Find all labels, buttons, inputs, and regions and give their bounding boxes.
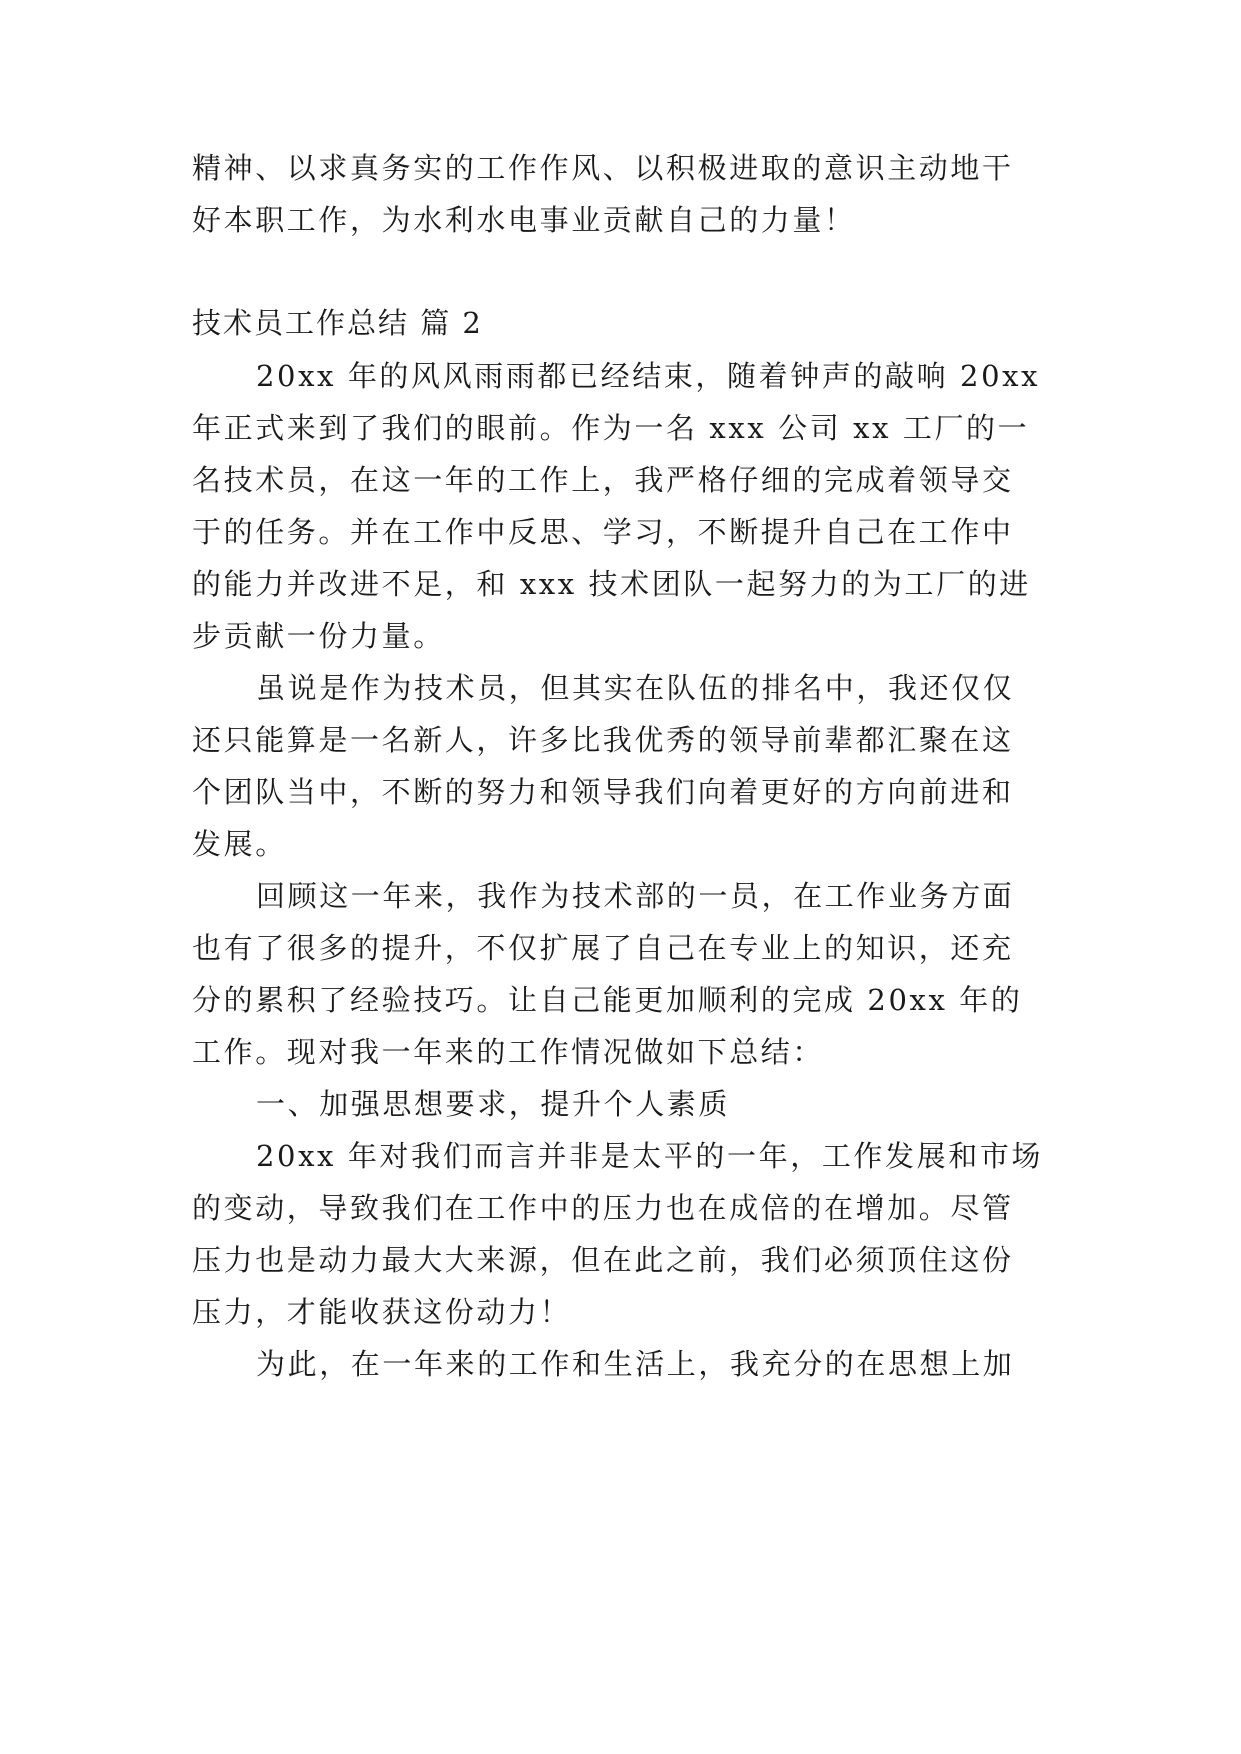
paragraph-line: 虽说是作为技术员，但其实在队伍的排名中，我还仅仅 <box>256 671 1015 705</box>
section-heading: 技术员工作总结 篇 2 <box>192 306 483 340</box>
paragraph-line: 20xx 年的风风雨雨都已经结束，随着钟声的敲响 20xx <box>256 359 1041 393</box>
paragraph-line: 步贡献一份力量。 <box>192 619 445 653</box>
paragraph-line: 精神、以求真务实的工作作风、以积极进取的意识主动地干 <box>192 151 1014 185</box>
paragraph-line: 为此，在一年来的工作和生活上，我充分的在思想上加 <box>256 1347 1015 1381</box>
paragraph-line: 好本职工作，为水利水电事业贡献自己的力量！ <box>192 203 856 237</box>
paragraph-line: 个团队当中，不断的努力和领导我们向着更好的方向前进和 <box>192 775 1014 809</box>
paragraph-line: 发展。 <box>192 827 287 861</box>
paragraph-line: 的变动，导致我们在工作中的压力也在成倍的在增加。尽管 <box>192 1191 1014 1225</box>
paragraph-line: 于的任务。并在工作中反思、学习，不断提升自己在工作中 <box>192 515 1014 549</box>
paragraph-line: 分的累积了经验技巧。让自己能更加顺利的完成 20xx 年的 <box>192 983 1023 1017</box>
paragraph-line: 年正式来到了我们的眼前。作为一名 xxx 公司 xx 工厂的一 <box>192 411 1030 445</box>
paragraph-line: 名技术员，在这一年的工作上，我严格仔细的完成着领导交 <box>192 463 1014 497</box>
paragraph-line: 压力，才能收获这份动力！ <box>192 1295 572 1329</box>
paragraph-line: 还只能算是一名新人，许多比我优秀的领导前辈都汇聚在这 <box>192 723 1014 757</box>
paragraph-line: 工作。现对我一年来的工作情况做如下总结： <box>192 1035 825 1069</box>
paragraph-line: 压力也是动力最大大来源，但在此之前，我们必须顶住这份 <box>192 1243 1014 1277</box>
paragraph-line: 也有了很多的提升，不仅扩展了自己在专业上的知识，还充 <box>192 931 1014 965</box>
paragraph-line: 20xx 年对我们而言并非是太平的一年，工作发展和市场 <box>256 1139 1044 1173</box>
paragraph-line: 回顾这一年来，我作为技术部的一员，在工作业务方面 <box>256 879 1015 913</box>
paragraph-line: 的能力并改进不足，和 xxx 技术团队一起努力的为工厂的进 <box>192 567 1031 601</box>
subsection-heading: 一、加强思想要求，提升个人素质 <box>256 1087 731 1121</box>
